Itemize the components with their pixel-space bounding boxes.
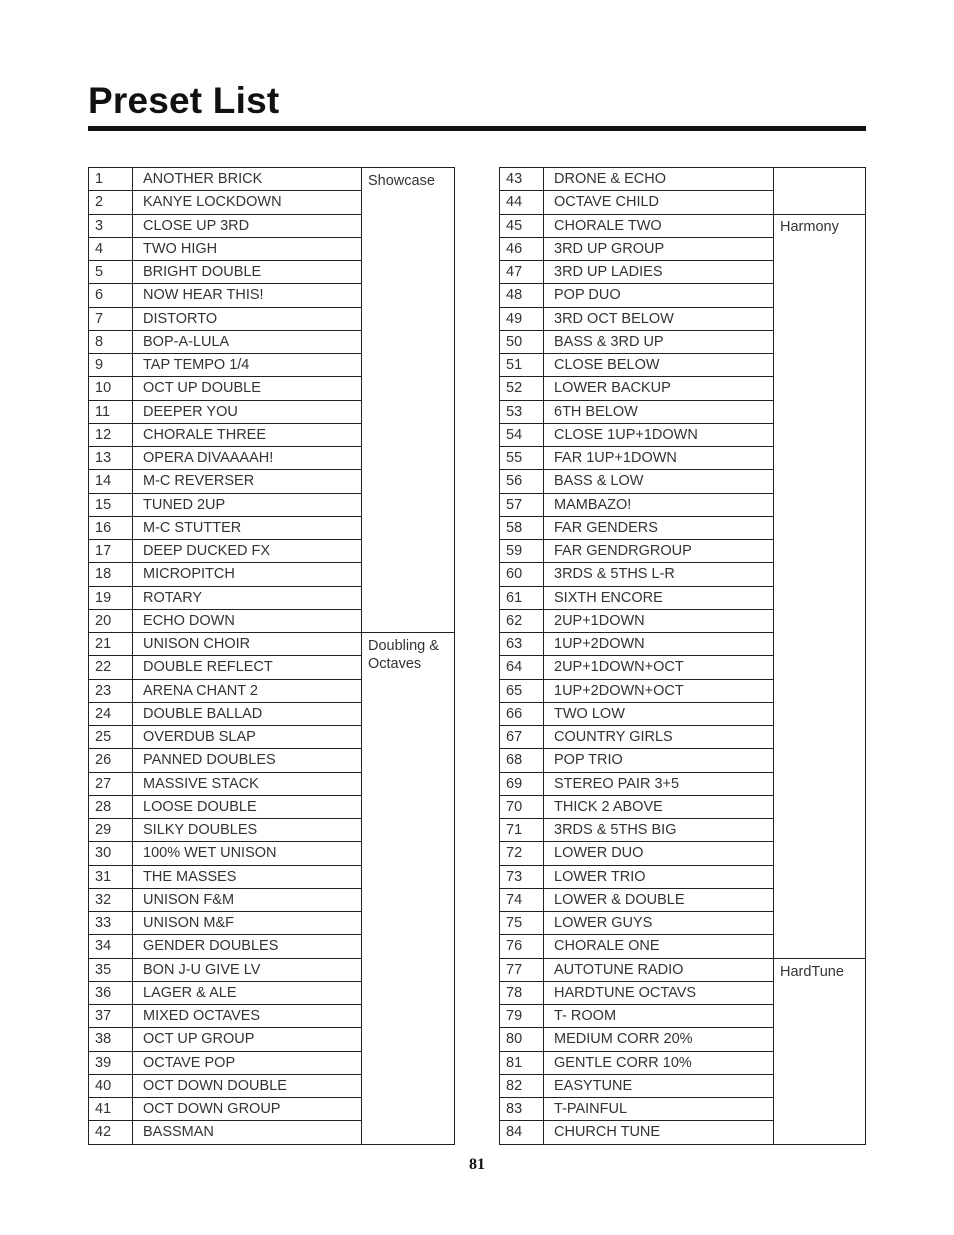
preset-number: 72	[500, 842, 544, 865]
preset-number: 41	[89, 1098, 133, 1121]
preset-number: 47	[500, 261, 544, 284]
preset-name: DEEPER YOU	[133, 400, 362, 423]
preset-number: 39	[89, 1051, 133, 1074]
preset-name: GENDER DOUBLES	[133, 935, 362, 958]
preset-number: 36	[89, 981, 133, 1004]
preset-number: 44	[500, 191, 544, 214]
page-number: 81	[469, 1156, 485, 1173]
category-label	[774, 168, 866, 215]
preset-name: 3RD UP GROUP	[544, 237, 774, 260]
category-label: HardTune	[774, 958, 866, 1144]
preset-number: 79	[500, 1005, 544, 1028]
preset-name: M-C STUTTER	[133, 516, 362, 539]
category-label: Showcase	[362, 168, 455, 633]
preset-name: DISTORTO	[133, 307, 362, 330]
preset-name: ROTARY	[133, 586, 362, 609]
preset-name: STEREO PAIR 3+5	[544, 772, 774, 795]
preset-name: MIXED OCTAVES	[133, 1005, 362, 1028]
preset-name: FAR GENDERS	[544, 516, 774, 539]
preset-number: 14	[89, 470, 133, 493]
preset-name: TUNED 2UP	[133, 493, 362, 516]
preset-name: 6TH BELOW	[544, 400, 774, 423]
preset-number: 30	[89, 842, 133, 865]
preset-name: BASSMAN	[133, 1121, 362, 1144]
preset-number: 53	[500, 400, 544, 423]
preset-name: 100% WET UNISON	[133, 842, 362, 865]
preset-name: BOP-A-LULA	[133, 330, 362, 353]
preset-number: 17	[89, 540, 133, 563]
preset-number: 15	[89, 493, 133, 516]
preset-name: HARDTUNE OCTAVS	[544, 981, 774, 1004]
preset-name: TWO LOW	[544, 702, 774, 725]
preset-number: 55	[500, 447, 544, 470]
preset-number: 60	[500, 563, 544, 586]
preset-name: NOW HEAR THIS!	[133, 284, 362, 307]
preset-number: 81	[500, 1051, 544, 1074]
preset-number: 29	[89, 819, 133, 842]
preset-number: 54	[500, 423, 544, 446]
preset-row	[500, 958, 866, 981]
preset-name: EASYTUNE	[544, 1074, 774, 1097]
preset-number: 37	[89, 1005, 133, 1028]
preset-name: THICK 2 ABOVE	[544, 795, 774, 818]
preset-number: 13	[89, 447, 133, 470]
preset-name: OCT UP GROUP	[133, 1028, 362, 1051]
preset-name: OCTAVE CHILD	[544, 191, 774, 214]
preset-number: 7	[89, 307, 133, 330]
preset-name: 1UP+2DOWN+OCT	[544, 679, 774, 702]
preset-name: DEEP DUCKED FX	[133, 540, 362, 563]
preset-row	[500, 168, 866, 191]
preset-name: LOWER DUO	[544, 842, 774, 865]
preset-name: COUNTRY GIRLS	[544, 726, 774, 749]
preset-number: 52	[500, 377, 544, 400]
preset-name: 3RDS & 5THS BIG	[544, 819, 774, 842]
preset-name: SILKY DOUBLES	[133, 819, 362, 842]
preset-name: BASS & LOW	[544, 470, 774, 493]
preset-number: 46	[500, 237, 544, 260]
preset-name: TAP TEMPO 1/4	[133, 354, 362, 377]
preset-number: 12	[89, 423, 133, 446]
preset-name: LOOSE DOUBLE	[133, 795, 362, 818]
preset-number: 22	[89, 656, 133, 679]
preset-name: ARENA CHANT 2	[133, 679, 362, 702]
title-rule	[88, 126, 866, 131]
preset-name: KANYE LOCKDOWN	[133, 191, 362, 214]
preset-name: OCTAVE POP	[133, 1051, 362, 1074]
preset-number: 24	[89, 702, 133, 725]
preset-name: UNISON F&M	[133, 888, 362, 911]
preset-number: 2	[89, 191, 133, 214]
preset-number: 80	[500, 1028, 544, 1051]
preset-number: 65	[500, 679, 544, 702]
preset-name: UNISON M&F	[133, 912, 362, 935]
preset-number: 64	[500, 656, 544, 679]
preset-name: MICROPITCH	[133, 563, 362, 586]
preset-number: 34	[89, 935, 133, 958]
preset-number: 20	[89, 609, 133, 632]
preset-name: CLOSE 1UP+1DOWN	[544, 423, 774, 446]
preset-name: CLOSE BELOW	[544, 354, 774, 377]
preset-name: 2UP+1DOWN	[544, 609, 774, 632]
preset-number: 69	[500, 772, 544, 795]
preset-number: 42	[89, 1121, 133, 1144]
preset-number: 68	[500, 749, 544, 772]
preset-number: 4	[89, 237, 133, 260]
preset-number: 78	[500, 981, 544, 1004]
preset-number: 75	[500, 912, 544, 935]
preset-name: ECHO DOWN	[133, 609, 362, 632]
preset-name: THE MASSES	[133, 865, 362, 888]
preset-number: 76	[500, 935, 544, 958]
preset-number: 83	[500, 1098, 544, 1121]
preset-name: DOUBLE BALLAD	[133, 702, 362, 725]
preset-name: 3RD UP LADIES	[544, 261, 774, 284]
preset-number: 48	[500, 284, 544, 307]
preset-number: 45	[500, 214, 544, 237]
preset-number: 63	[500, 633, 544, 656]
preset-number: 49	[500, 307, 544, 330]
preset-name: LOWER & DOUBLE	[544, 888, 774, 911]
preset-row	[500, 214, 866, 237]
preset-number: 16	[89, 516, 133, 539]
preset-name: BRIGHT DOUBLE	[133, 261, 362, 284]
preset-number: 38	[89, 1028, 133, 1051]
category-label: Harmony	[774, 214, 866, 958]
preset-number: 8	[89, 330, 133, 353]
preset-number: 82	[500, 1074, 544, 1097]
preset-number: 51	[500, 354, 544, 377]
preset-name: 3RD OCT BELOW	[544, 307, 774, 330]
preset-number: 62	[500, 609, 544, 632]
preset-name: FAR GENDRGROUP	[544, 540, 774, 563]
preset-number: 84	[500, 1121, 544, 1144]
preset-name: AUTOTUNE RADIO	[544, 958, 774, 981]
preset-number: 74	[500, 888, 544, 911]
preset-number: 70	[500, 795, 544, 818]
preset-name: OCT DOWN DOUBLE	[133, 1074, 362, 1097]
preset-name: OCT UP DOUBLE	[133, 377, 362, 400]
preset-number: 57	[500, 493, 544, 516]
preset-name: CHORALE TWO	[544, 214, 774, 237]
preset-name: M-C REVERSER	[133, 470, 362, 493]
preset-number: 18	[89, 563, 133, 586]
preset-name: CHORALE ONE	[544, 935, 774, 958]
preset-name: LOWER BACKUP	[544, 377, 774, 400]
preset-name: DOUBLE REFLECT	[133, 656, 362, 679]
preset-name: OVERDUB SLAP	[133, 726, 362, 749]
preset-name: 2UP+1DOWN+OCT	[544, 656, 774, 679]
preset-number: 26	[89, 749, 133, 772]
preset-number: 66	[500, 702, 544, 725]
preset-name: ANOTHER BRICK	[133, 168, 362, 191]
preset-name: OPERA DIVAAAAH!	[133, 447, 362, 470]
preset-name: T-PAINFUL	[544, 1098, 774, 1121]
preset-name: PANNED DOUBLES	[133, 749, 362, 772]
preset-name: DRONE & ECHO	[544, 168, 774, 191]
preset-number: 58	[500, 516, 544, 539]
preset-name: MASSIVE STACK	[133, 772, 362, 795]
preset-number: 28	[89, 795, 133, 818]
preset-number: 25	[89, 726, 133, 749]
preset-name: 1UP+2DOWN	[544, 633, 774, 656]
preset-table-right	[499, 167, 866, 1145]
preset-name: LAGER & ALE	[133, 981, 362, 1004]
preset-name: GENTLE CORR 10%	[544, 1051, 774, 1074]
preset-name: 3RDS & 5THS L-R	[544, 563, 774, 586]
preset-name: LOWER GUYS	[544, 912, 774, 935]
preset-name: T- ROOM	[544, 1005, 774, 1028]
preset-number: 43	[500, 168, 544, 191]
preset-number: 5	[89, 261, 133, 284]
preset-name: MEDIUM CORR 20%	[544, 1028, 774, 1051]
preset-number: 6	[89, 284, 133, 307]
preset-number: 10	[89, 377, 133, 400]
preset-name: MAMBAZO!	[544, 493, 774, 516]
preset-table-left	[88, 167, 455, 1145]
preset-number: 9	[89, 354, 133, 377]
preset-name: UNISON CHOIR	[133, 633, 362, 656]
preset-name: LOWER TRIO	[544, 865, 774, 888]
preset-number: 35	[89, 958, 133, 981]
preset-name: OCT DOWN GROUP	[133, 1098, 362, 1121]
preset-number: 56	[500, 470, 544, 493]
preset-number: 73	[500, 865, 544, 888]
preset-number: 1	[89, 168, 133, 191]
preset-number: 33	[89, 912, 133, 935]
preset-number: 40	[89, 1074, 133, 1097]
preset-name: BASS & 3RD UP	[544, 330, 774, 353]
preset-name: SIXTH ENCORE	[544, 586, 774, 609]
preset-number: 32	[89, 888, 133, 911]
preset-number: 3	[89, 214, 133, 237]
preset-name: FAR 1UP+1DOWN	[544, 447, 774, 470]
preset-name: CHURCH TUNE	[544, 1121, 774, 1144]
preset-number: 23	[89, 679, 133, 702]
preset-number: 67	[500, 726, 544, 749]
page-title: Preset List	[88, 80, 280, 121]
preset-number: 59	[500, 540, 544, 563]
preset-number: 50	[500, 330, 544, 353]
preset-name: TWO HIGH	[133, 237, 362, 260]
preset-number: 71	[500, 819, 544, 842]
preset-number: 27	[89, 772, 133, 795]
preset-number: 11	[89, 400, 133, 423]
preset-number: 19	[89, 586, 133, 609]
preset-name: BON J-U GIVE LV	[133, 958, 362, 981]
preset-row	[89, 168, 455, 191]
preset-name: CHORALE THREE	[133, 423, 362, 446]
preset-number: 77	[500, 958, 544, 981]
preset-name: POP DUO	[544, 284, 774, 307]
category-label: Doubling & Octaves	[362, 633, 455, 1145]
preset-name: CLOSE UP 3RD	[133, 214, 362, 237]
preset-number: 21	[89, 633, 133, 656]
preset-number: 31	[89, 865, 133, 888]
preset-row	[89, 633, 455, 656]
preset-name: POP TRIO	[544, 749, 774, 772]
preset-number: 61	[500, 586, 544, 609]
